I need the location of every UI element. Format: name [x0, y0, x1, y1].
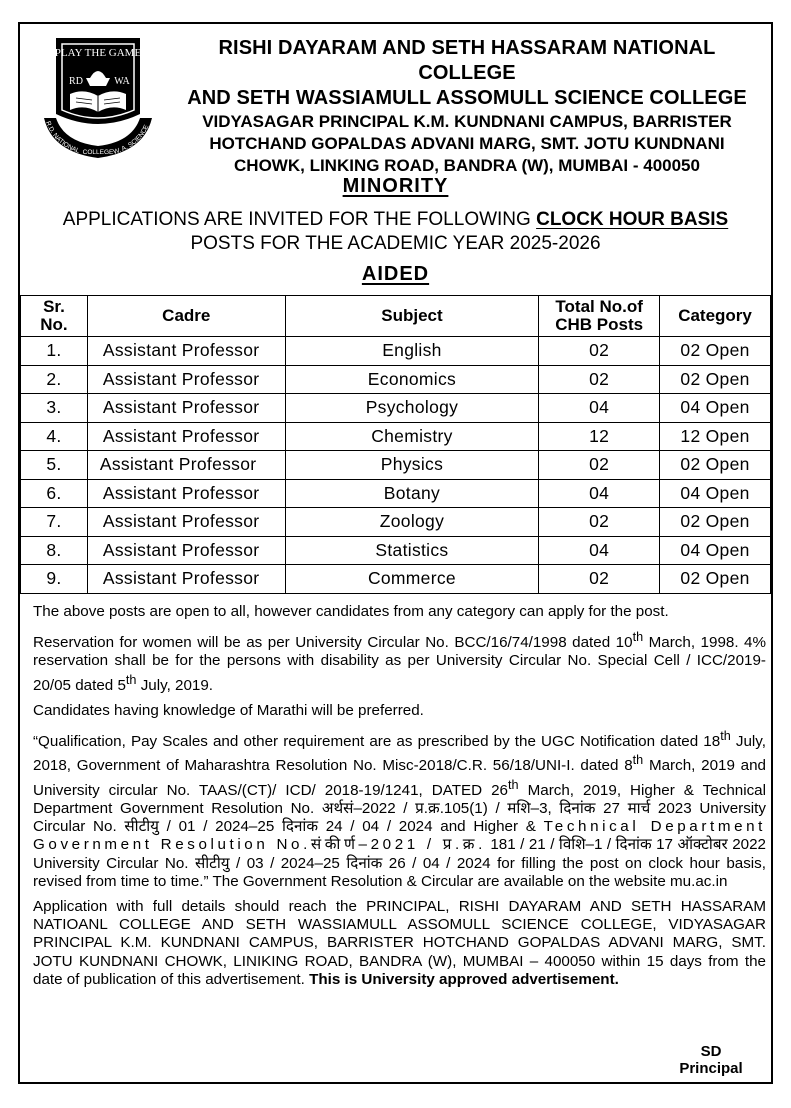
table-row [21, 565, 771, 594]
cell-posts: 02 [539, 451, 660, 480]
cell-cadre: Assistant Professor [87, 479, 285, 508]
cell-posts: 02 [539, 508, 660, 537]
cell-sr: 9. [21, 565, 88, 594]
posts-table [20, 295, 771, 594]
minority-heading: MINORITY [342, 175, 449, 197]
logo-right-initials: WA [114, 76, 130, 87]
advertisement-body [33, 603, 766, 989]
marathi-note: Candidates having knowledge of Marathi will be preferred. [33, 701, 424, 719]
cell-posts: 04 [539, 479, 660, 508]
table-row [21, 451, 771, 480]
cell-posts: 02 [539, 365, 660, 394]
college-address-line2: HOTCHAND GOPALDAS ADVANI MARG, SMT. JOTU KUNDNANI [209, 134, 725, 153]
table-row [21, 337, 771, 366]
cell-posts: 02 [539, 565, 660, 594]
logo-ring-bottom: COLLEGE [82, 149, 114, 156]
table-row [21, 422, 771, 451]
cell-posts: 04 [539, 394, 660, 423]
college-address-line1: VIDYASAGAR PRINCIPAL K.M. KUNDNANI CAMPUS, BARRISTER [202, 112, 732, 131]
cell-category: 02 Open [660, 365, 771, 394]
header-total-posts: Total No.of CHB Posts [539, 296, 660, 337]
cell-posts: 02 [539, 337, 660, 366]
college-address-line3: CHOWK, LINKING ROAD, BANDRA (W), MUMBAI - 400050 [234, 156, 700, 175]
cell-subject: Physics [285, 451, 539, 480]
cell-category: 02 Open [660, 337, 771, 366]
signature-block [668, 1043, 754, 1077]
cell-category: 02 Open [660, 565, 771, 594]
college-name-line2: AND SETH WASSIAMULL ASSOMULL SCIENCE COLLEGE [187, 87, 747, 109]
table-row [21, 536, 771, 565]
application-note: Application with full details should reach the PRINCIPAL, RISHI DAYARAM AND SETH HASSARAM NATIOANL COLLEGE AND SETH WASSIAMULL ASSOMULL SCIENCE COLLEGE, VIDYASAGAR PRINCIPAL K.M. KUNDNANI CAMPUS, BARRISTER HOTCHAND GOPALDAS ADVANI MARG, SMT. JOTU KUNDNANI CHOWK, LINIKING ROAD, BANDRA (W), MUMBAI – 400050 within 15 days from the date of publication of this advertisement. This is University approved advertisement. [33, 897, 766, 988]
cell-sr: 7. [21, 508, 88, 537]
cell-category: 04 Open [660, 479, 771, 508]
cell-sr: 4. [21, 422, 88, 451]
college-crest-logo [40, 34, 156, 158]
cell-cadre: Assistant Professor [87, 565, 285, 594]
table-row [21, 508, 771, 537]
table-header-row [21, 296, 771, 337]
invitation-line2: POSTS FOR THE ACADEMIC YEAR 2025-2026 [190, 233, 601, 254]
cell-subject: Economics [285, 365, 539, 394]
cell-cadre: Assistant Professor [87, 422, 285, 451]
signature-title: Principal [679, 1060, 743, 1077]
cell-sr: 5. [21, 451, 88, 480]
qualification-note: “Qualification, Pay Scales and other requirement are as prescribed by the UGC Notification dated 18th July, 2018, Government of Maharashtra Resolution No. Misc-2018/C.R. 56/18/UNI-I. dated 8th March, 2019 and University circular No. TAAS/(CT)/ ICD/ 2018-19/1241, DATED 26th March, 2019, Higher & Technical Department Government Resolution No. अर्थसं–2022 / प्र.क्र.105(1) / मशि–3, दिनांक 27 मार्च 2023 University Circular No. सीटीयु / 01 / 2024–25 दिनांक 24 / 04 / 2024 and Higher & Technical Department Government Resolution No.संकीर्ण–2021 / प्र.क्र. 181 / 21 / विशि–1 / दिनांक 17 ऑक्टोबर 2022 University Circular No. सीटीयु / 03 / 2024–25 दिनांक 26 / 04 / 2024 for filling the post on clock hour basis, revised from time to time.” The Government Resolution & Circular are available on the website mu.ac.in [33, 729, 766, 890]
cell-posts: 04 [539, 536, 660, 565]
cell-sr: 8. [21, 536, 88, 565]
cell-sr: 3. [21, 394, 88, 423]
cell-sr: 2. [21, 365, 88, 394]
header-sr-no: Sr. No. [21, 296, 88, 337]
cell-subject: Statistics [285, 536, 539, 565]
cell-subject: Commerce [285, 565, 539, 594]
cell-cadre: Assistant Professor [87, 536, 285, 565]
cell-subject: Zoology [285, 508, 539, 537]
cell-cadre: Assistant Professor [87, 508, 285, 537]
header-cadre: Cadre [87, 296, 285, 337]
cell-subject: Psychology [285, 394, 539, 423]
cell-cadre: Assistant Professor [87, 365, 285, 394]
cell-category: 02 Open [660, 451, 771, 480]
cell-category: 04 Open [660, 394, 771, 423]
signature-sd: SD [700, 1043, 722, 1060]
cell-sr: 1. [21, 337, 88, 366]
invitation-text: APPLICATIONS ARE INVITED FOR THE FOLLOWING [62, 209, 537, 230]
cell-category: 04 Open [660, 536, 771, 565]
reservation-note: Reservation for women will be as per University Circular No. BCC/16/74/1998 dated 10th March, 1998. 4% reservation shall be for the persons with disability as per University Circular No. Special Cell / ICC/2019-20/05 dated 5th July, 2019. [33, 630, 767, 694]
cell-category: 02 Open [660, 508, 771, 537]
logo-left-initials: RD [69, 76, 83, 87]
header-category: Category [660, 296, 771, 337]
cell-subject: Botany [285, 479, 539, 508]
cell-posts: 12 [539, 422, 660, 451]
cell-cadre: Assistant Professor [87, 394, 285, 423]
cell-category: 12 Open [660, 422, 771, 451]
cell-cadre: Assistant Professor [87, 337, 285, 366]
college-header [168, 36, 766, 177]
clock-hour-basis: CLOCK HOUR BASIS [536, 209, 729, 230]
cell-subject: English [285, 337, 539, 366]
logo-ring-left: R.D. NATIONAL [44, 120, 81, 155]
college-name-line1: RISHI DAYARAM AND SETH HASSARAM NATIONAL COLLEGE [218, 37, 716, 84]
table-row [21, 479, 771, 508]
table-row [21, 365, 771, 394]
logo-ring-right: W. A. SCIENCE [112, 123, 151, 156]
invitation-heading [18, 208, 773, 256]
table-row [21, 394, 771, 423]
logo-motto: PLAY THE GAME [54, 47, 142, 59]
header-subject: Subject [285, 296, 539, 337]
cell-sr: 6. [21, 479, 88, 508]
aided-heading: AIDED [361, 263, 430, 285]
approved-statement: This is University approved advertisement. [309, 970, 619, 988]
cell-subject: Chemistry [285, 422, 539, 451]
open-to-all-note: The above posts are open to all, however candidates from any category can apply for the post. [33, 603, 669, 620]
cell-cadre: Assistant Professor [87, 451, 285, 480]
